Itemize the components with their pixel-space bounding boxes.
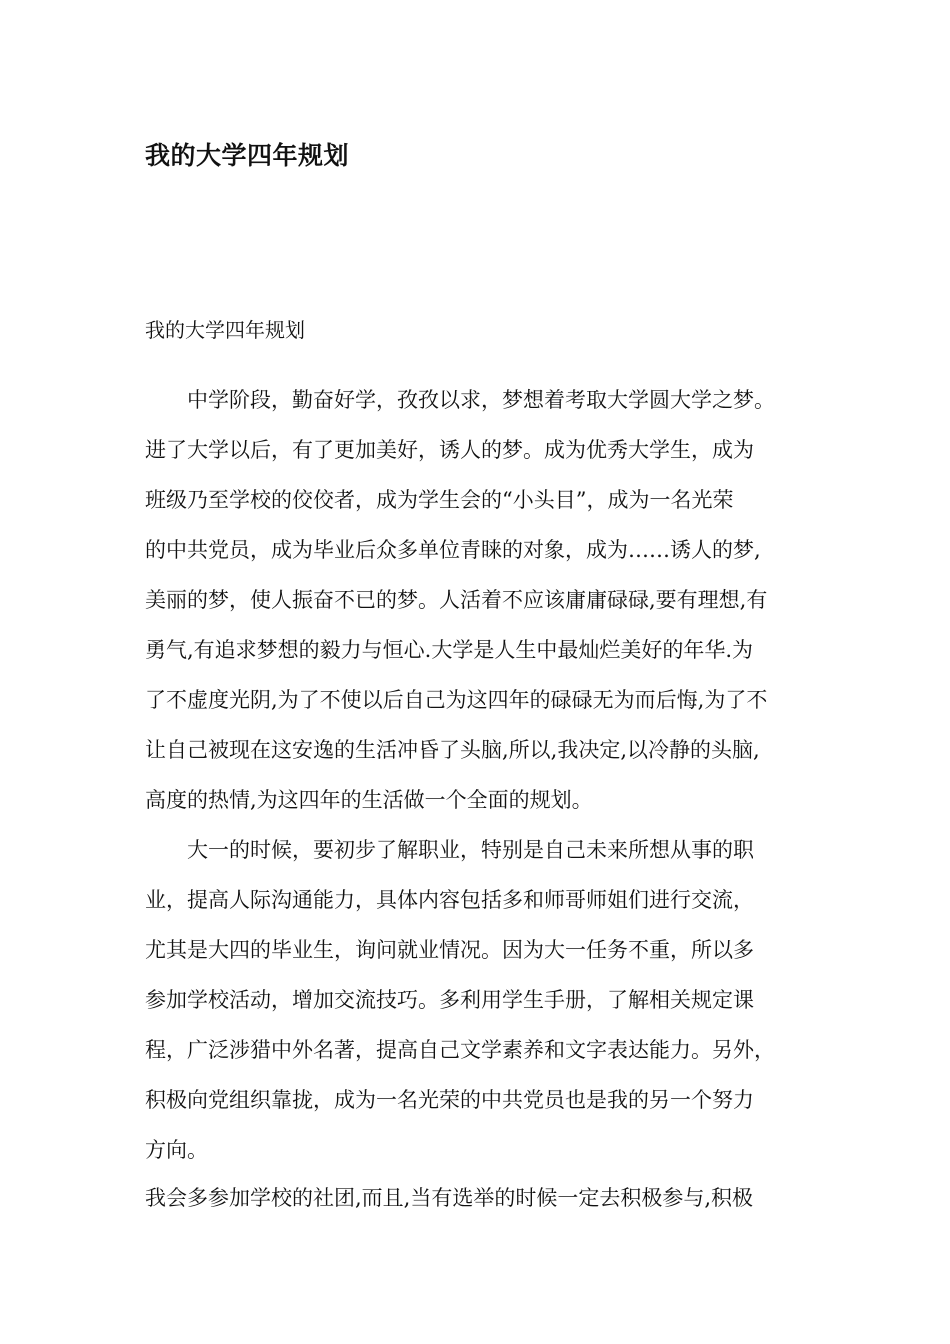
- text-line: 参加学校活动，增加交流技巧。多利用学生手册，了解相关规定课: [145, 988, 754, 1012]
- text-line: 班级乃至学校的佼佼者，成为学生会的“小头目”，成为一名光荣: [145, 488, 734, 512]
- text-line: 程，广泛涉猎中外名著，提高自己文学素养和文字表达能力。另外，: [145, 1038, 775, 1062]
- document-subtitle: 我的大学四年规划: [145, 318, 305, 342]
- text-line: 尤其是大四的毕业生，询问就业情况。因为大一任务不重，所以多: [145, 938, 754, 962]
- text-line: 积极向党组织靠拢，成为一名光荣的中共党员也是我的另一个努力: [145, 1088, 754, 1112]
- text-line: 进了大学以后，有了更加美好，诱人的梦。成为优秀大学生，成为: [145, 438, 754, 462]
- document-title: 我的大学四年规划: [145, 141, 350, 170]
- text-line: 勇气,有追求梦想的毅力与恒心.大学是人生中最灿烂美好的年华.为: [145, 638, 754, 662]
- text-line: 高度的热情,为这四年的生活做一个全面的规划。: [145, 788, 593, 812]
- text-line: 了不虚度光阴,为了不使以后自己为这四年的碌碌无为而后悔,为了不: [145, 688, 768, 712]
- text-line: 大一的时候，要初步了解职业，特别是自己未来所想从事的职: [145, 838, 754, 862]
- text-line: 业，提高人际沟通能力，具体内容包括多和师哥师姐们进行交流，: [145, 888, 754, 912]
- text-line: 美丽的梦，使人振奋不已的梦。人活着不应该庸庸碌碌,要有理想,有: [145, 588, 768, 612]
- text-line: 中学阶段，勤奋好学，孜孜以求，梦想着考取大学圆大学之梦。: [145, 388, 775, 412]
- text-line: 我会多参加学校的社团,而且,当有选举的时候一定去积极参与,积极: [145, 1186, 754, 1210]
- text-line: 的中共党员，成为毕业后众多单位青睐的对象，成为……诱人的梦,: [145, 538, 761, 562]
- text-line: 方向。: [145, 1138, 208, 1162]
- text-line: 让自己被现在这安逸的生活冲昏了头脑,所以,我决定,以冷静的头脑,: [145, 738, 760, 762]
